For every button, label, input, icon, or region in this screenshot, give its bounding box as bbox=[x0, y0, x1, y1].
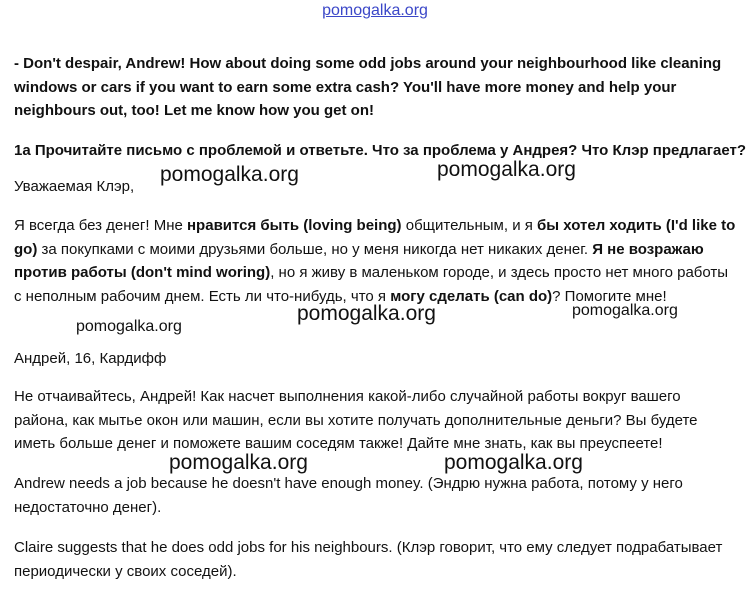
letter-text-1: Я всегда без денег! Мне bbox=[14, 217, 187, 234]
watermark: pomogalka.org bbox=[572, 302, 678, 319]
letter-text-5: ? Помогите мне! bbox=[552, 287, 667, 305]
watermark: pomogalka.org bbox=[169, 451, 308, 474]
watermark: pomogalka.org bbox=[437, 158, 576, 181]
letter-bold-2: бы хотел ходить (I'd like to go) bbox=[14, 217, 736, 258]
letter-text-2: общительным, и я bbox=[401, 217, 538, 234]
site-link[interactable]: pomogalka.org bbox=[322, 2, 428, 19]
letter-text bbox=[14, 214, 736, 308]
russian-reply: Не отчаивайтесь, Андрей! Как насчет выполнения какой-либо случайной работы вокруг вашего района, как мытье окон или машин, если вы хотите получать дополнительные деньги? Вы будете иметь больше денег и поможете вашим соседям также! Дайте мне знать, как вы преуспеете! bbox=[14, 388, 698, 452]
letter-bold-1: нравится быть (loving being) bbox=[187, 217, 402, 234]
greeting: Уважаемая Клэр, bbox=[14, 178, 135, 195]
watermark: pomogalka.org bbox=[160, 163, 299, 186]
answer-1: Andrew needs a job because he doesn't have enough money. (Эндрю нужна работа, потому у него недостаточно денег). bbox=[14, 475, 683, 516]
letter-text-4: , но я живу в маленьком городе, и здесь просто нет много работы с неполным рабочим днем. Есть ли что-нибудь, что я bbox=[14, 264, 729, 305]
letter-bold-4: могу сделать (can do) bbox=[390, 287, 553, 305]
watermark: pomogalka.org bbox=[444, 451, 583, 474]
letter-text-3: за покупками с моими друзьями больше, но у меня никогда нет никаких денег. bbox=[37, 240, 593, 258]
letter-bold-3: Я не возражаю против работы (don't mind woring) bbox=[14, 240, 704, 281]
watermark: pomogalka.org bbox=[76, 318, 182, 335]
answer-2: Claire suggests that he does odd jobs for his neighbours. (Клэр говорит, что ему следует подрабатывает периодически у своих соседей). bbox=[14, 539, 723, 580]
english-reply: - Don't despair, Andrew! How about doing some odd jobs around your neighbourhood like cleaning windows or cars if you want to earn some extra cash? You'll have more money and help your neighbours out, too! Let me know how you get on! bbox=[14, 55, 722, 119]
signature: Андрей, 16, Кардифф bbox=[14, 350, 167, 367]
task-heading: 1a Прочитайте письмо с проблемой и ответьте. Что за проблема у Андрея? Что Клэр предлагает? bbox=[14, 142, 747, 159]
watermark: pomogalka.org bbox=[297, 302, 436, 325]
